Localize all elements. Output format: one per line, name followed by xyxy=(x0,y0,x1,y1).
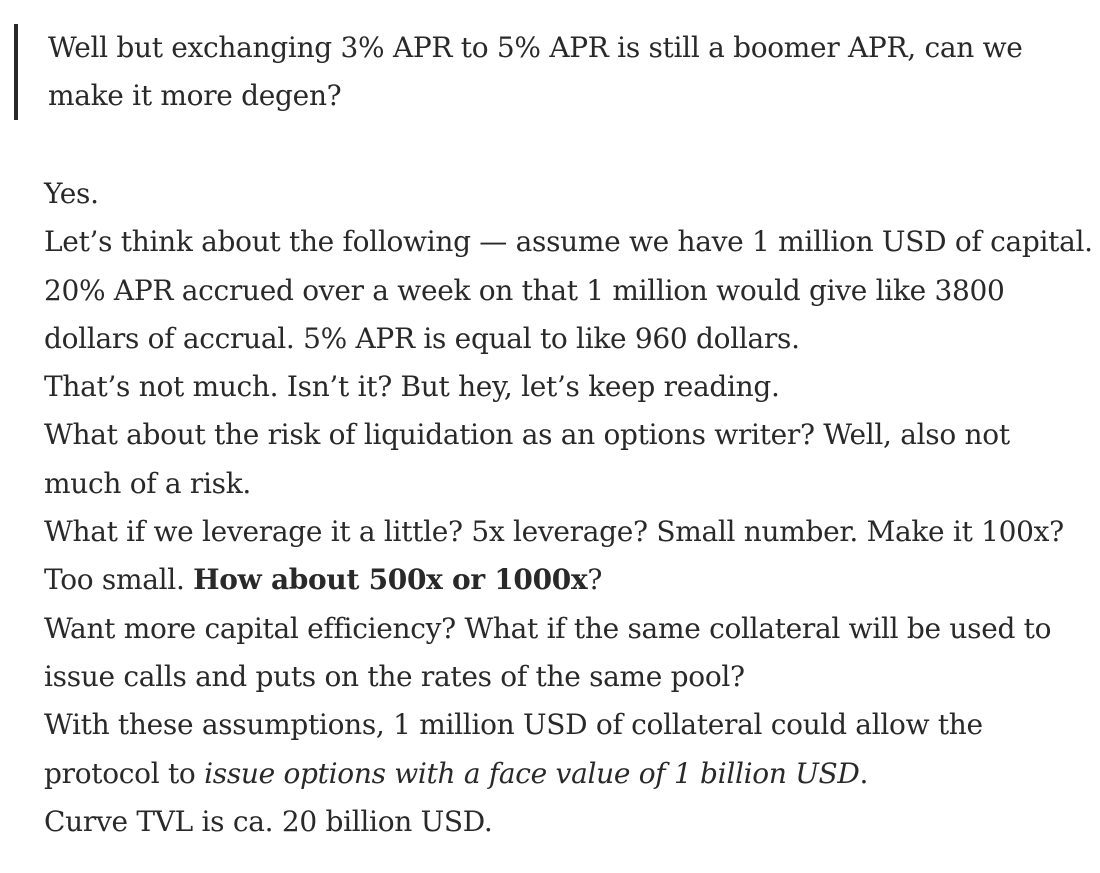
paragraph-not-much: That’s not much. Isn’t it? But hey, let’s keep reading. xyxy=(44,370,780,404)
paragraph-assumptions xyxy=(44,701,1094,798)
paragraph-liquidation-risk: What about the risk of liquidation as an options writer? Well, also not much of a risk. xyxy=(44,418,1010,500)
leverage-end-text: ? xyxy=(587,563,603,597)
paragraph-capital: Let’s think about the following — assume we have 1 million USD of capital. 20% APR accrued over a week on that 1 million would give like 3800 dollars of accrual. 5% APR is equal to like 960 dollars. xyxy=(44,225,1093,355)
assumptions-italic-text: issue options with a face value of 1 billion USD xyxy=(204,756,860,790)
paragraph-yes: Yes. xyxy=(44,177,99,210)
assumptions-end-text: . xyxy=(859,756,869,790)
leverage-bold-text: How about 500x or 1000x xyxy=(193,563,588,597)
paragraph-capital-efficiency: Want more capital efficiency? What if the same collateral will be used to issue calls and puts on the rates of the same pool? xyxy=(44,611,1052,693)
paragraph-curve-tvl: Curve TVL is ca. 20 billion USD. xyxy=(44,804,493,838)
article-body xyxy=(44,170,1094,846)
blockquote xyxy=(14,24,1084,120)
assumptions-text: With these assumptions, 1 million USD of collateral could allow the protocol to xyxy=(44,708,983,790)
paragraph-leverage xyxy=(44,508,1094,605)
leverage-text: What if we leverage it a little? 5x leverage? Small number. Make it 100x? Too small. xyxy=(44,515,1064,597)
quote-text: Well but exchanging 3% APR to 5% APR is still a boomer APR, can we make it more degen? xyxy=(48,31,1023,112)
